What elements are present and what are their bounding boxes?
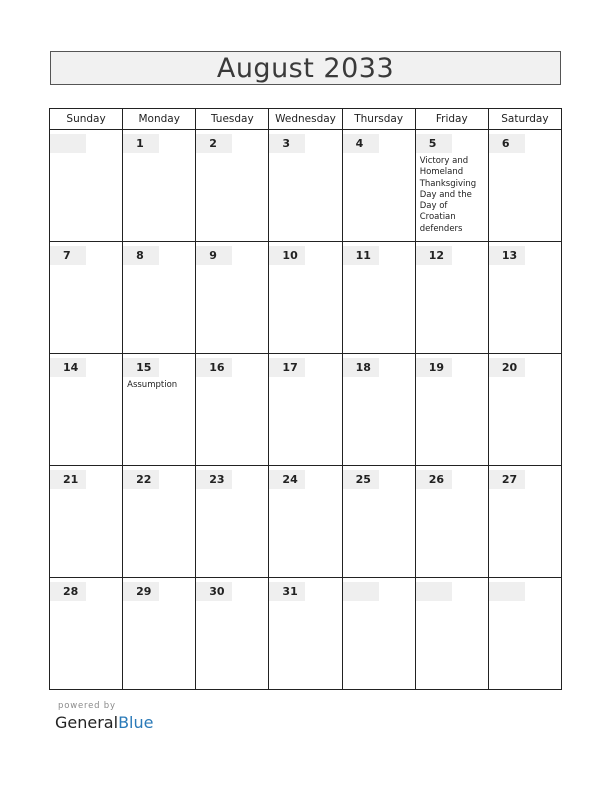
weekday-header-row: [50, 109, 562, 130]
day-cell[interactable]: [342, 466, 415, 578]
brand-general-text: General: [55, 713, 119, 732]
day-cell[interactable]: [488, 354, 561, 466]
day-number: 22: [123, 470, 159, 489]
day-cell[interactable]: [488, 242, 561, 354]
day-cell[interactable]: [50, 130, 123, 242]
day-cell[interactable]: [196, 242, 269, 354]
day-cell[interactable]: [342, 578, 415, 690]
weekday-tuesday: Tuesday: [196, 109, 269, 130]
day-number: 10: [269, 246, 305, 265]
day-number: [489, 582, 525, 601]
day-number: 25: [343, 470, 379, 489]
day-cell[interactable]: [196, 354, 269, 466]
day-number: 18: [343, 358, 379, 377]
powered-by-label: powered by: [58, 701, 116, 711]
day-number: 11: [343, 246, 379, 265]
day-cell[interactable]: [415, 242, 488, 354]
day-cell[interactable]: [196, 466, 269, 578]
day-cell[interactable]: [123, 578, 196, 690]
day-cell[interactable]: [415, 578, 488, 690]
day-cell[interactable]: [269, 130, 342, 242]
holiday-label: Assumption: [127, 380, 178, 390]
day-cell[interactable]: [342, 242, 415, 354]
day-number: 21: [50, 470, 86, 489]
holiday-label: Victory and Homeland Thanksgiving Day and the Day of Croatian defenders: [419, 156, 477, 234]
day-number: 8: [123, 246, 159, 265]
day-cell[interactable]: [488, 466, 561, 578]
day-number: 19: [416, 358, 452, 377]
brand-logo: [55, 713, 153, 732]
calendar-title-box: [50, 51, 561, 85]
day-cell[interactable]: [123, 242, 196, 354]
day-number: 29: [123, 582, 159, 601]
day-cell[interactable]: [415, 354, 488, 466]
day-cell[interactable]: [123, 130, 196, 242]
day-cell[interactable]: [50, 242, 123, 354]
day-number: 12: [416, 246, 452, 265]
weekday-friday: Friday: [415, 109, 488, 130]
day-number: 17: [269, 358, 305, 377]
day-number: [50, 134, 86, 153]
day-number: 15: [123, 358, 159, 377]
day-number: [343, 582, 379, 601]
day-cell[interactable]: [123, 466, 196, 578]
day-cell[interactable]: [196, 130, 269, 242]
week-row: [50, 466, 562, 578]
day-number: 3: [269, 134, 305, 153]
day-cell[interactable]: [50, 578, 123, 690]
day-cell[interactable]: [269, 242, 342, 354]
day-number: 14: [50, 358, 86, 377]
day-cell[interactable]: [488, 578, 561, 690]
day-number: 9: [196, 246, 232, 265]
weekday-monday: Monday: [123, 109, 196, 130]
calendar-title: August 2033: [216, 52, 395, 84]
day-number: 23: [196, 470, 232, 489]
day-cell[interactable]: [342, 354, 415, 466]
weekday-wednesday: Wednesday: [269, 109, 342, 130]
brand-blue-text: Blue: [118, 713, 154, 732]
day-number: 13: [489, 246, 525, 265]
weekday-saturday: Saturday: [488, 109, 561, 130]
day-number: 27: [489, 470, 525, 489]
day-cell[interactable]: [269, 578, 342, 690]
day-cell[interactable]: [123, 354, 196, 466]
week-row: [50, 578, 562, 690]
day-cell[interactable]: [488, 130, 561, 242]
calendar-grid: [49, 108, 562, 690]
day-cell[interactable]: [269, 466, 342, 578]
day-number: 31: [269, 582, 305, 601]
day-number: 20: [489, 358, 525, 377]
week-row: [50, 130, 562, 242]
day-cell[interactable]: [196, 578, 269, 690]
day-cell[interactable]: [50, 354, 123, 466]
day-cell[interactable]: [342, 130, 415, 242]
day-cell[interactable]: [415, 130, 488, 242]
day-number: 26: [416, 470, 452, 489]
day-number: 28: [50, 582, 86, 601]
day-number: 1: [123, 134, 159, 153]
day-cell[interactable]: [415, 466, 488, 578]
week-row: [50, 242, 562, 354]
day-number: 6: [489, 134, 525, 153]
day-cell[interactable]: [50, 466, 123, 578]
day-number: [416, 582, 452, 601]
day-number: 5: [416, 134, 452, 153]
day-number: 4: [343, 134, 379, 153]
day-number: 16: [196, 358, 232, 377]
weekday-sunday: Sunday: [50, 109, 123, 130]
day-cell[interactable]: [269, 354, 342, 466]
week-row: [50, 354, 562, 466]
day-number: 7: [50, 246, 86, 265]
day-number: 30: [196, 582, 232, 601]
weekday-thursday: Thursday: [342, 109, 415, 130]
day-number: 24: [269, 470, 305, 489]
day-number: 2: [196, 134, 232, 153]
